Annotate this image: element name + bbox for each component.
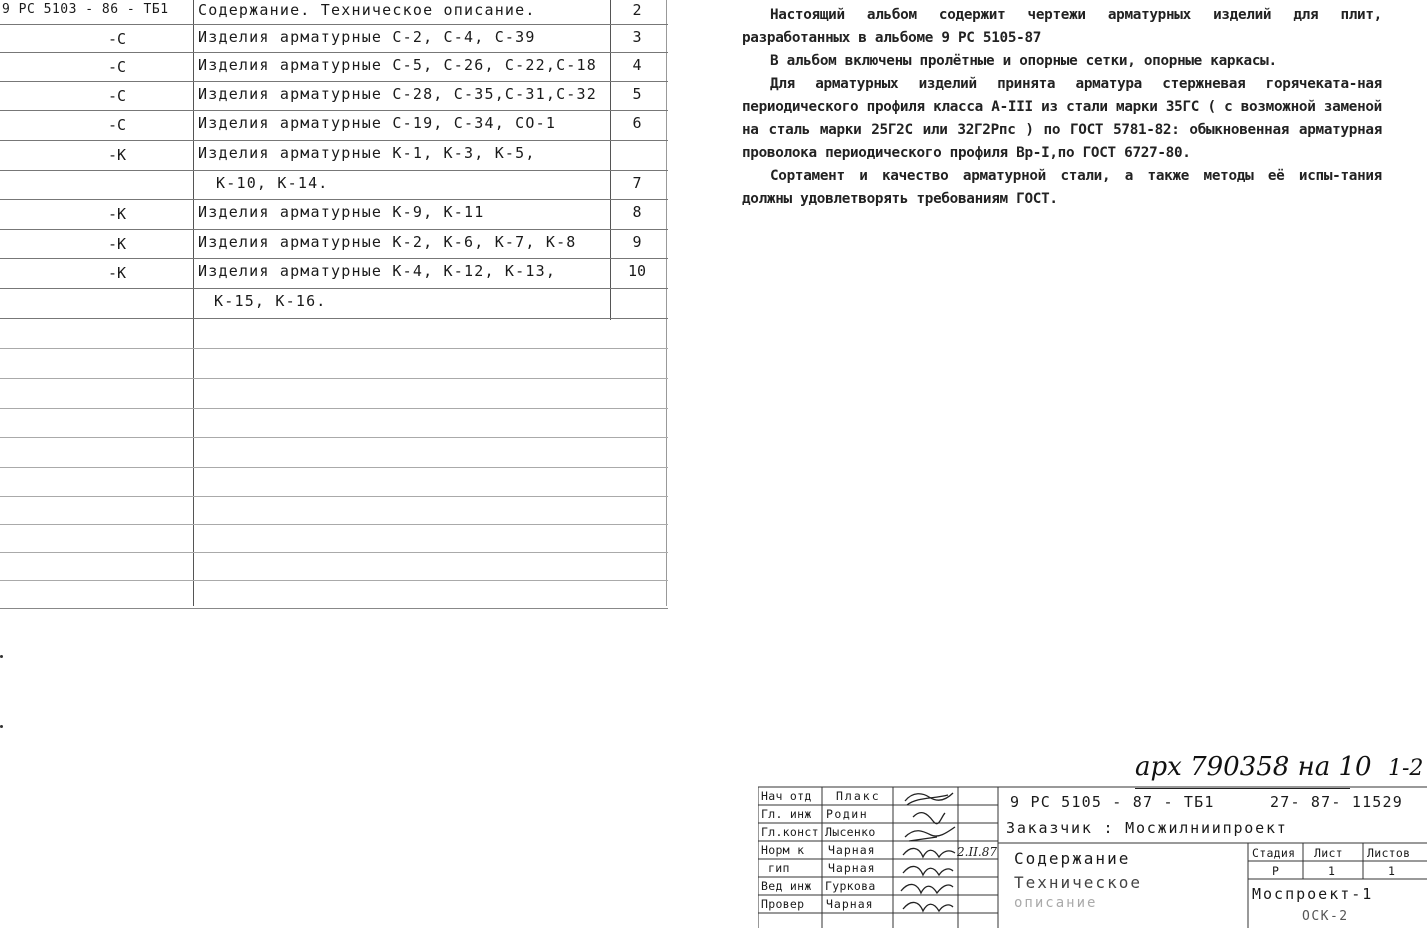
toc-row bbox=[0, 171, 668, 200]
margin-dot bbox=[0, 725, 3, 728]
toc-row-name: Изделия арматурные К-2, К-6, К-7, К-8 bbox=[198, 233, 577, 251]
toc-rule bbox=[0, 378, 668, 379]
toc-row-name: Изделия арматурные К-4, К-12, К-13, bbox=[198, 262, 557, 280]
signature-scribbles bbox=[893, 787, 963, 927]
sheet-title-line2: Техническое bbox=[1014, 873, 1142, 892]
role-label: Гл. инж bbox=[761, 807, 812, 821]
role-label: Провер bbox=[761, 897, 805, 911]
toc-row-code: -С bbox=[108, 87, 127, 105]
sheet-title-line3: описание bbox=[1014, 895, 1098, 911]
toc-row-page: 7 bbox=[632, 174, 642, 192]
toc-row-page: 3 bbox=[632, 28, 642, 46]
person-name: Чарная bbox=[828, 843, 876, 857]
toc-row-name: Содержание. Техническое описание. bbox=[198, 1, 536, 19]
toc-rule bbox=[0, 467, 668, 468]
toc-row bbox=[0, 289, 668, 318]
toc-row-code: -К bbox=[108, 264, 127, 282]
toc-row-name: Изделия арматурные С-19, С-34, СО-1 bbox=[198, 114, 557, 132]
sheet-label: Лист bbox=[1314, 846, 1343, 860]
toc-row-name: Изделия арматурные К-1, К-3, К-5, bbox=[198, 144, 536, 162]
archive-sheet-number: 1-2 bbox=[1388, 756, 1424, 781]
margin-dot bbox=[0, 655, 3, 658]
toc-row-page: 5 bbox=[632, 85, 642, 103]
note-paragraph: Сортамент и качество арматурной стали, а также методы её испы-тания должны удовлетворять требованиям ГОСТ. bbox=[742, 168, 1382, 207]
doc-code: 9 РС 5105 - 87 - ТБ1 bbox=[1010, 793, 1215, 811]
toc-row-name: Изделия арматурные К-9, К-11 bbox=[198, 203, 485, 221]
toc-row-page: 4 bbox=[632, 56, 642, 74]
toc-row-name: К-15, К-16. bbox=[214, 292, 327, 310]
person-name: Гуркова bbox=[825, 879, 876, 893]
role-label: гип bbox=[768, 861, 790, 875]
toc-row bbox=[0, 200, 668, 229]
toc-row-code: -С bbox=[108, 58, 127, 76]
person-name: Чарная bbox=[826, 897, 874, 911]
toc-row bbox=[0, 53, 668, 82]
toc-row-page: 2 bbox=[632, 1, 642, 19]
toc-rule bbox=[0, 408, 668, 409]
sign-date: 2.II.87 bbox=[957, 845, 998, 859]
toc-row-code: -К bbox=[108, 235, 127, 253]
toc-rule bbox=[0, 437, 668, 438]
toc-row bbox=[0, 111, 668, 140]
toc-row bbox=[0, 141, 668, 170]
role-label: Вед инж bbox=[761, 879, 812, 893]
sheet-value: 1 bbox=[1328, 864, 1336, 878]
toc-row-name: Изделия арматурные С-2, С-4, С-39 bbox=[198, 28, 536, 46]
organization: Моспроект-1 bbox=[1252, 885, 1374, 903]
toc-row-code: -С bbox=[108, 116, 127, 134]
toc-rule bbox=[0, 524, 668, 525]
toc-row-page: 9 bbox=[632, 233, 642, 251]
note-paragraph: Для арматурных изделий принята арматура стержневая горячеката-ная периодического профиля класса А-III из стали марки 35ГС ( с возможной заменой на сталь марки 25Г2С или 32Г2Рпс ) по ГОСТ 5781-82: обыкновенная арматурная проволока периодического профиля Вр-I,по ГОСТ 6727-80. bbox=[742, 76, 1382, 161]
toc-row-code: -С bbox=[108, 30, 127, 48]
note-paragraph: Настоящий альбом содержит чертежи арматурных изделий для плит, разработанных в альбоме 9 РС 5105-87 bbox=[742, 7, 1382, 46]
toc-row-code: -К bbox=[108, 146, 127, 164]
sheets-label: Листов bbox=[1367, 846, 1411, 860]
toc-rule bbox=[0, 552, 668, 553]
toc-row bbox=[0, 25, 668, 54]
toc-rule bbox=[0, 318, 668, 319]
person-name: Плакс bbox=[836, 789, 881, 803]
person-name: Лысенко bbox=[825, 825, 876, 839]
order-number: 27- 87- 11529 bbox=[1270, 793, 1403, 811]
technical-description bbox=[742, 4, 1382, 211]
stage-value: Р bbox=[1272, 864, 1280, 878]
toc-rule bbox=[0, 580, 668, 581]
toc-row-page: 10 bbox=[627, 262, 647, 280]
sheets-value: 1 bbox=[1388, 864, 1396, 878]
toc-row-name: Изделия арматурные С-5, С-26, С-22,С-18 bbox=[198, 56, 597, 74]
toc-row-name: Изделия арматурные С-28, С-35,С-31,С-32 bbox=[198, 85, 597, 103]
toc-row-page: 8 bbox=[632, 203, 642, 221]
role-label: Нач отд bbox=[761, 789, 812, 803]
toc-rule bbox=[0, 608, 668, 609]
toc-row-page: 6 bbox=[632, 114, 642, 132]
role-label: Гл.конст bbox=[761, 825, 819, 839]
person-name: Чарная bbox=[828, 861, 876, 875]
role-label: Норм к bbox=[761, 843, 805, 857]
department: ОСК-2 bbox=[1302, 909, 1349, 924]
toc-rule bbox=[0, 348, 668, 349]
note-paragraph: В альбом включены пролётные и опорные сетки, опорные каркасы. bbox=[770, 53, 1277, 69]
person-name: Родин bbox=[826, 807, 869, 821]
toc-doc-code: 9 РС 5103 - 86 - ТБ1 bbox=[2, 2, 169, 17]
customer: Заказчик : Мосжилниипроект bbox=[1006, 819, 1288, 837]
archive-note: арх 790358 на 10 bbox=[1135, 752, 1372, 782]
toc-rule bbox=[0, 496, 668, 497]
stage-label: Стадия bbox=[1252, 846, 1296, 860]
toc-row bbox=[0, 230, 668, 259]
toc-row bbox=[0, 82, 668, 111]
toc-row-code: -К bbox=[108, 205, 127, 223]
toc-row-name: К-10, К-14. bbox=[216, 174, 329, 192]
toc-row bbox=[0, 259, 668, 288]
sheet-title-line1: Содержание bbox=[1014, 849, 1131, 868]
title-block bbox=[758, 785, 1427, 928]
